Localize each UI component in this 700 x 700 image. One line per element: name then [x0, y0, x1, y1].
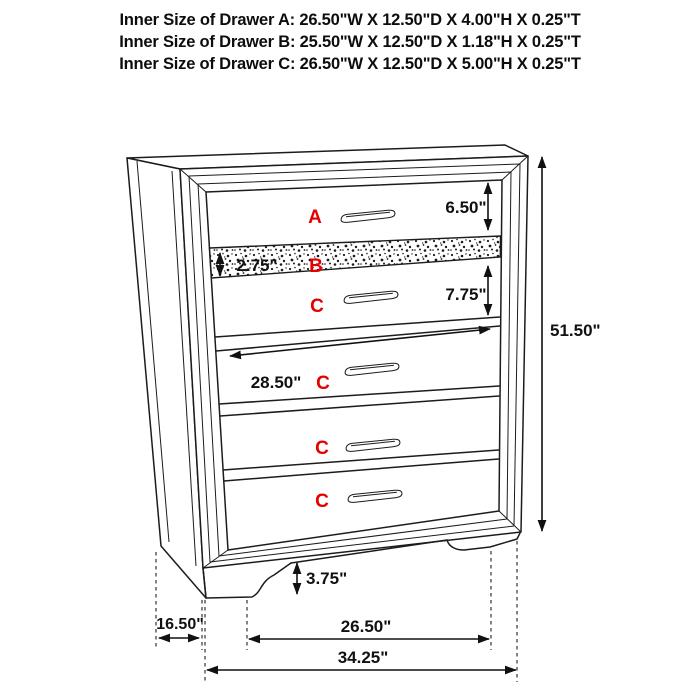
- overall-height-value: 51.50": [550, 321, 601, 340]
- drawer-c-height-value: 7.75": [445, 285, 487, 304]
- drawer-width-value: 28.50": [250, 373, 302, 392]
- foot-height-value: 3.75": [306, 569, 348, 588]
- overall-width-value: 34.25": [337, 648, 389, 667]
- drawer-b-label: B: [309, 256, 323, 277]
- spec-line-drawer-c: Inner Size of Drawer C: 26.50"W X 12.50"D X 5.00"H X 0.25"T: [119, 55, 581, 73]
- spec-line-drawer-b: Inner Size of Drawer B: 25.50"W X 12.50"D X 1.18"H X 0.25"T: [119, 33, 581, 51]
- drawer-a-label: A: [308, 207, 322, 228]
- drawer-c3-label: C: [315, 438, 329, 459]
- left-bracket-foot: [203, 563, 291, 598]
- drawer-c4-label: C: [315, 491, 329, 512]
- feet-span-value: 26.50": [340, 617, 392, 636]
- depth-value: 16.50": [156, 616, 204, 633]
- drawer-b-height-value: 2.75": [236, 256, 278, 275]
- drawer-c2-label: C: [316, 373, 330, 394]
- drawer-c1-label: C: [310, 296, 324, 317]
- drawer-a-height-value: 6.50": [445, 198, 487, 217]
- spec-line-drawer-a: Inner Size of Drawer A: 26.50"W X 12.50"D X 4.00"H X 0.25"T: [119, 11, 581, 29]
